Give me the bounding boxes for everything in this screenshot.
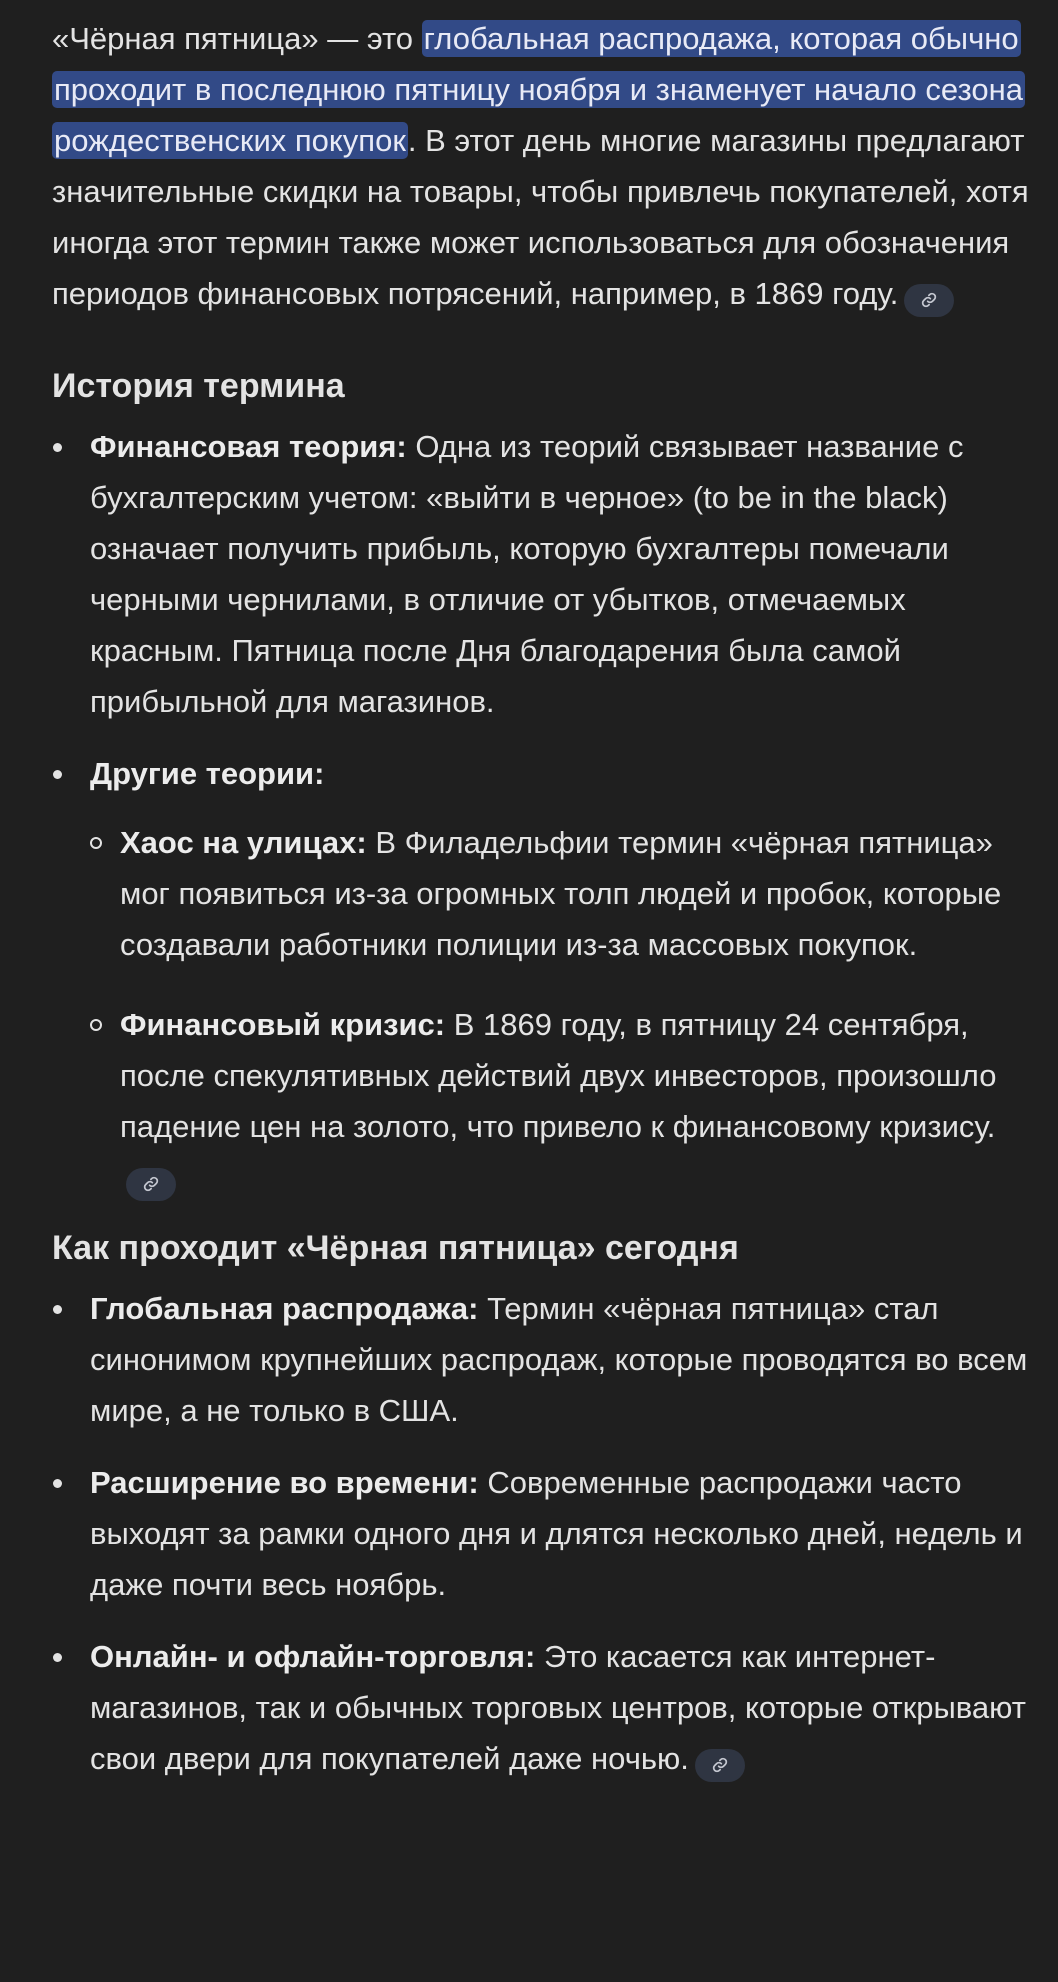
- source-link-button[interactable]: [904, 284, 954, 317]
- sub-list-item-text: В 1869 году, в пятницу 24 сентября, после спекулятивных действий двух инвесторов, произошло падение цен на золото, что привело к финансовому кризису.: [120, 1007, 997, 1144]
- list-item: [52, 1283, 1034, 1436]
- list-item-term: Финансовая теория:: [90, 429, 407, 464]
- sub-list-item: [90, 817, 1034, 970]
- list-item-term: Глобальная распродажа:: [90, 1291, 479, 1326]
- list-item-text: Термин «чёрная пятница» стал синонимом крупнейших распродаж, которые проводятся во всем мире, а не только в США.: [90, 1291, 1028, 1428]
- highlighted-text[interactable]: глобальная распродажа, которая обычно проходит в последнюю пятницу ноября и знаменует начало сезона рождественских покупок: [54, 21, 1023, 158]
- list-item-term: Расширение во времени:: [90, 1465, 479, 1500]
- history-heading: История термина: [52, 367, 345, 405]
- source-link-button[interactable]: [695, 1749, 745, 1782]
- sub-list: [90, 817, 1034, 1203]
- intro-paragraph: [52, 13, 1034, 319]
- list-item: [52, 1631, 1034, 1784]
- history-list: [52, 421, 1034, 1203]
- intro-text-start: «Чёрная пятница» — это: [52, 21, 422, 56]
- list-item-term: Онлайн- и офлайн-торговля:: [90, 1639, 536, 1674]
- list-item-text: Одна из теорий связывает название с бухгалтерским учетом: «выйти в черное» (to be in the black) означает получить прибыль, которую бухгалтеры помечали черными чернилами, в отличие от убытков, отмечаемых красным. Пятница после Дня благодарения была самой прибыльной для магазинов.: [90, 429, 964, 719]
- list-item-text: Это касается как интернет-магазинов, так и обычных торговых центров, которые открывают свои двери для покупателей даже ночью.: [90, 1639, 1026, 1776]
- link-icon: [712, 1757, 728, 1773]
- source-link-button[interactable]: [126, 1168, 176, 1201]
- list-item: [52, 421, 1034, 727]
- list-item-text: Современные распродажи часто выходят за рамки одного дня и длятся несколько дней, недель и даже почти весь ноябрь.: [90, 1465, 1023, 1602]
- sub-list-item-term: Финансовый кризис:: [120, 1007, 446, 1042]
- list-item: [52, 1457, 1034, 1610]
- intro-text-end: . В этот день многие магазины предлагают значительные скидки на товары, чтобы привлечь покупателей, хотя иногда этот термин также может использоваться для обозначения периодов финансовых потрясений, например, в 1869 году.: [52, 123, 1029, 311]
- link-icon: [921, 292, 937, 308]
- sub-list-item-term: Хаос на улицах:: [120, 825, 367, 860]
- list-item-term: Другие теории:: [90, 756, 325, 791]
- today-list: [52, 1283, 1034, 1784]
- sub-list-item-text: В Филадельфии термин «чёрная пятница» мог появиться из-за огромных толп людей и пробок, которые создавали работники полиции из-за массовых покупок.: [120, 825, 1002, 962]
- today-heading: Как проходит «Чёрная пятница» сегодня: [52, 1229, 739, 1267]
- response-content: [52, 13, 1034, 1805]
- sub-list-item: [90, 999, 1034, 1203]
- list-item: [52, 748, 1034, 1203]
- link-icon: [143, 1176, 159, 1192]
